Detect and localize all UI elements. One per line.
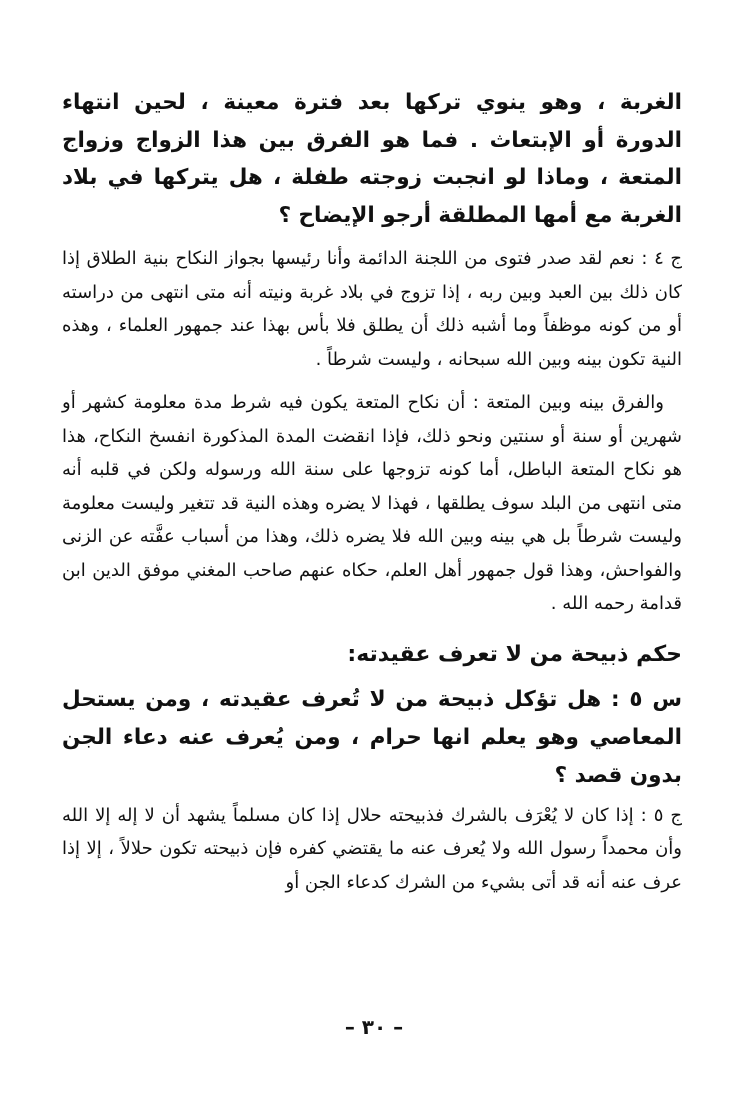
answer-4: ج ٤ : نعم لقد صدر فتوى من اللجنة الدائمة وأنا رئيسها بجواز النكاح بنية الطلاق إذا كان ذلك بين العبد وبين ربه ، إذا تزوج في بلاد غربة ونيته أنه متى انتهى من دراسته أو من كونه موظفاً وما أشبه ذلك أن يطلق فلا بأس بهذا عند جمهور العلماء ، وهذه النية تكون بينه وبين الله سبحانه ، وليست شرطاً . <box>62 248 682 370</box>
section-heading: حكم ذبيحة من لا تعرف عقيدته: <box>347 641 682 667</box>
answer-5: ج ٥ : إذا كان لا يُعْرَف بالشرك فذبيحته حلال إذا كان مسلماً يشهد أن لا إله إلا الله وأن محمداً رسول الله ولا يُعرف عنه ما يقتضي كفره فإن ذبيحته تكون حلالاً ، إلا إذا عرف عنه أنه قد أتى بشيء من الشرك كدعاء الجن أو <box>62 804 682 893</box>
page-body <box>62 84 682 909</box>
question-continued: الغربة ، وهو ينوي تركها بعد فترة معينة ، لحين انتهاء الدورة أو الإبتعاث . فما هو الفرق بين هذا الزواج وزواج المتعة ، وماذا لو انجبت زوجته طفلة ، هل يتركها في بلاد الغربة مع أمها المطلقة أرجو الإيضاح ؟ <box>62 90 682 228</box>
question-5: س ٥ : هل تؤكل ذبيحة من لا تُعرف عقيدته ، ومن يستحل المعاصي وهو يعلم انها حرام ، ومن يُعرف عنه دعاء الجن بدون قصد ؟ <box>62 686 682 788</box>
page-number: – ٣٠ – <box>344 1015 404 1039</box>
answer-4-difference: والفرق بينه وبين المتعة : أن نكاح المتعة يكون فيه شرط مدة معلومة كشهر أو شهرين أو سنة أو سنتين ونحو ذلك، فإذا انقضت المدة المذكورة انفسخ النكاح، هذا هو نكاح المتعة الباطل، أما كونه تزوجها على سنة الله ورسوله ولكن في قلبه أنه متى انتهى من البلد سوف يطلقها ، فهذا لا يضره وهذه النية قد تتغير وليست معلومة وليست شرطاً بل هي بينه وبين الله فلا يضره ذلك، وهذا من أسباب عفَّته عن الزنى والفواحش، وهذا قول جمهور أهل العلم، حكاه عنهم صاحب المغني موفق الدين ابن قدامة رحمه الله . <box>62 392 682 614</box>
